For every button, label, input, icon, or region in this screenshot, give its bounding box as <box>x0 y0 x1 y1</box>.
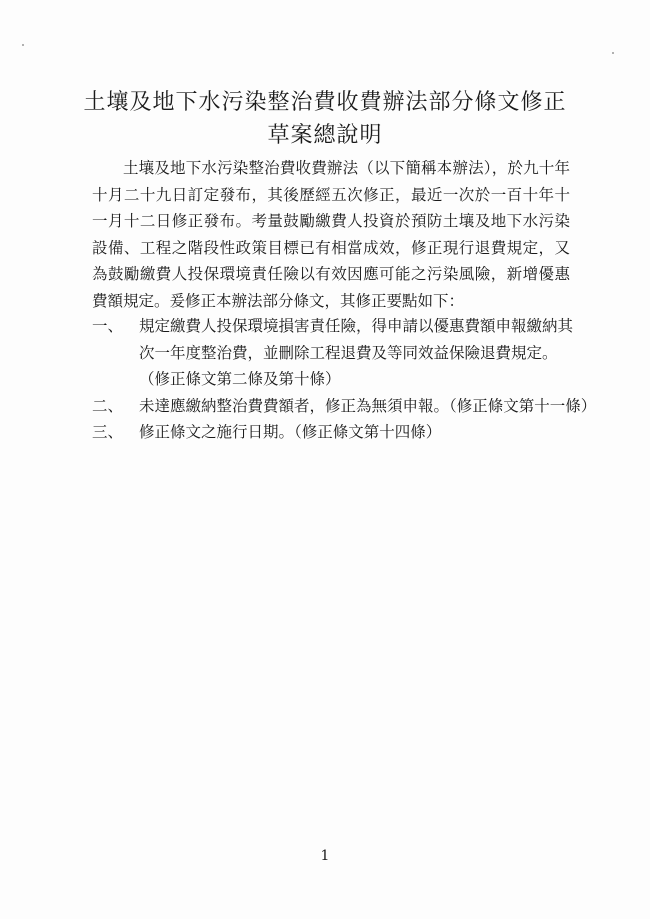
list-item <box>92 313 592 393</box>
amendment-points-list <box>92 313 597 446</box>
scan-speck <box>612 52 614 54</box>
item-body <box>139 393 596 420</box>
item-number: 三、 <box>92 423 124 441</box>
item-body <box>139 313 592 393</box>
item-number: 二、 <box>92 396 124 415</box>
list-item <box>92 419 592 446</box>
document-title-line-2: 草案總說明 <box>267 123 383 148</box>
item-line: 修正條文之施行日期。（修正條文第十四條） <box>139 423 442 441</box>
item-line: 次一年度整治費，並刪除工程退費及等同效益保險退費規定。 <box>139 343 558 362</box>
item-line: 規定繳費人投保環境損害責任險，得申請以優惠費額申報繳納其 <box>139 317 574 335</box>
intro-paragraph: 土壤及地下水污染整治費收費辦法（以下簡稱本辦法），於九十年十月二十九日訂定發布，其後歷經五次修正，最近一次於一百十年十一月十二日修正發布。考量鼓勵繳費人投資於預防土壤及地下水污染設備、工程之階段性政策目標已有相當成效，修正現行退費規定，又為鼓勵繳費人投保環境責任險以有效因應可能之污染風險，新增優惠費額規定。爰修正本辦法部分條文，其修正要點如下： <box>92 159 570 310</box>
list-item <box>92 393 597 420</box>
scan-speck <box>22 44 24 46</box>
item-body <box>139 419 592 446</box>
document-title-line-1: 土壤及地下水污染整治費收費辦法部分條文修正 <box>83 90 567 115</box>
item-line: 未達應繳納整治費費額者，修正為無須申報。（修正條文第十一條） <box>139 396 597 415</box>
item-number: 一、 <box>92 317 124 335</box>
item-line: （修正條文第二條及第十條） <box>139 370 341 388</box>
page-number: 1 <box>320 848 330 864</box>
